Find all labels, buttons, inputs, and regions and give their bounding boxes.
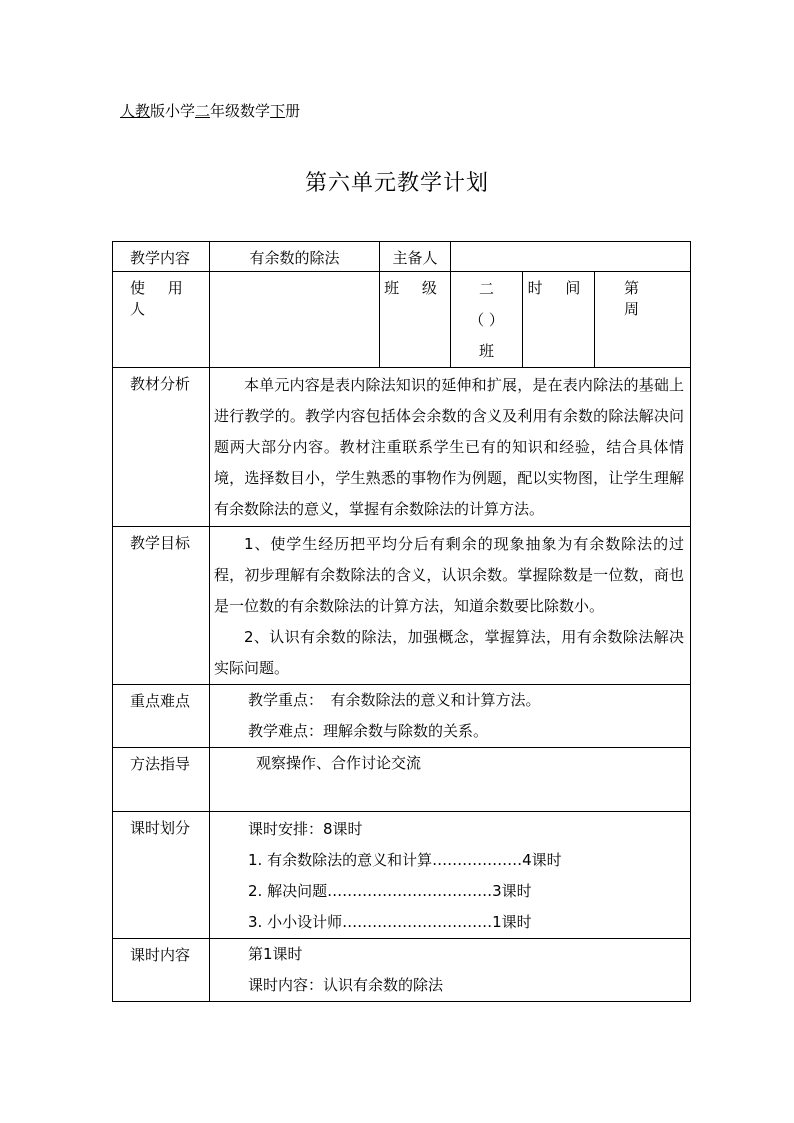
schedule-item-2: 2. 解决问题……………………………3课时 — [248, 882, 532, 900]
label-method: 方法指导 — [113, 748, 210, 812]
class-grade: 二 — [478, 280, 494, 298]
header-volume: 下 — [270, 102, 286, 120]
header-tail: 册 — [285, 102, 301, 120]
value-content: 有余数的除法 — [210, 242, 380, 272]
lesson-content-text — [210, 939, 691, 1002]
header-text: 版小学 — [150, 102, 196, 120]
value-preparer — [451, 242, 691, 272]
goal-item-1: 1、使学生经历把平均分后有剩余的现象抽象为有余数除法的过程，初步理解有余数除法的含义，认识余数。掌握除数是一位数，商也是一位数的有余数除法的计算方法，知道余数要比除数小。 — [214, 535, 685, 615]
row-keypoints — [113, 685, 691, 748]
lesson-number: 第1课时 — [248, 945, 303, 963]
teaching-plan-table — [112, 241, 691, 1002]
row-method — [113, 748, 691, 812]
goal-item-2: 2、认识有余数的除法，加强概念，掌握算法，用有余数除法解决实际问题。 — [214, 628, 685, 677]
header-grade: 二 — [195, 102, 211, 120]
row-lesson-content — [113, 939, 691, 1002]
schedule-item-3: 3. 小小设计师…………………………1课时 — [248, 913, 532, 931]
method-text: 观察操作、合作讨论交流 — [210, 748, 691, 812]
row-schedule — [113, 812, 691, 939]
schedule-intro: 课时安排：8课时 — [248, 820, 363, 838]
label-week: 第 周 — [595, 272, 691, 368]
label-analysis: 教材分析 — [113, 368, 210, 527]
value-user — [210, 272, 380, 368]
label-class: 班 级 — [380, 272, 451, 368]
label-goals: 教学目标 — [113, 527, 210, 685]
header-text-2: 年级数学 — [210, 102, 271, 120]
key-focus: 教学重点： 有余数除法的意义和计算方法。 — [248, 691, 541, 709]
label-user: 使 用 人 — [113, 272, 210, 368]
document-header — [120, 100, 300, 121]
analysis-text: 本单元内容是表内除法知识的延伸和扩展，是在表内除法的基础上进行教学的。教学内容包括体会余数的含义及利用有余数的除法解决问题两大部分内容。教材注重联系学生已有的知识和经验，结合具体情境，选择数目小，学生熟悉的事物作为例题，配以实物图，让学生理解有余数除法的意义，掌握有余数除法的计算方法。 — [210, 368, 691, 527]
row-analysis — [113, 368, 691, 527]
label-lesson-content: 课时内容 — [113, 939, 210, 1002]
label-content: 教学内容 — [113, 242, 210, 272]
value-class — [451, 272, 523, 368]
label-keypoints: 重点难点 — [113, 685, 210, 748]
class-blank: （ ） — [469, 311, 504, 329]
schedule-text — [210, 812, 691, 939]
row-user — [113, 272, 691, 368]
label-time: 时 间 — [523, 272, 595, 368]
keypoints-text — [210, 685, 691, 748]
key-difficulty: 教学难点：理解余数与除数的关系。 — [248, 722, 489, 740]
goals-text — [210, 527, 691, 685]
page-title: 第六单元教学计划 — [304, 171, 489, 196]
class-suffix: 班 — [478, 342, 494, 360]
schedule-item-1: 1. 有余数除法的意义和计算………………4课时 — [248, 851, 562, 869]
header-publisher: 人教 — [120, 102, 151, 120]
row-content — [113, 242, 691, 272]
label-preparer: 主备人 — [380, 242, 451, 272]
lesson-topic: 课时内容：认识有余数的除法 — [248, 976, 444, 994]
label-schedule: 课时划分 — [113, 812, 210, 939]
row-goals — [113, 527, 691, 685]
